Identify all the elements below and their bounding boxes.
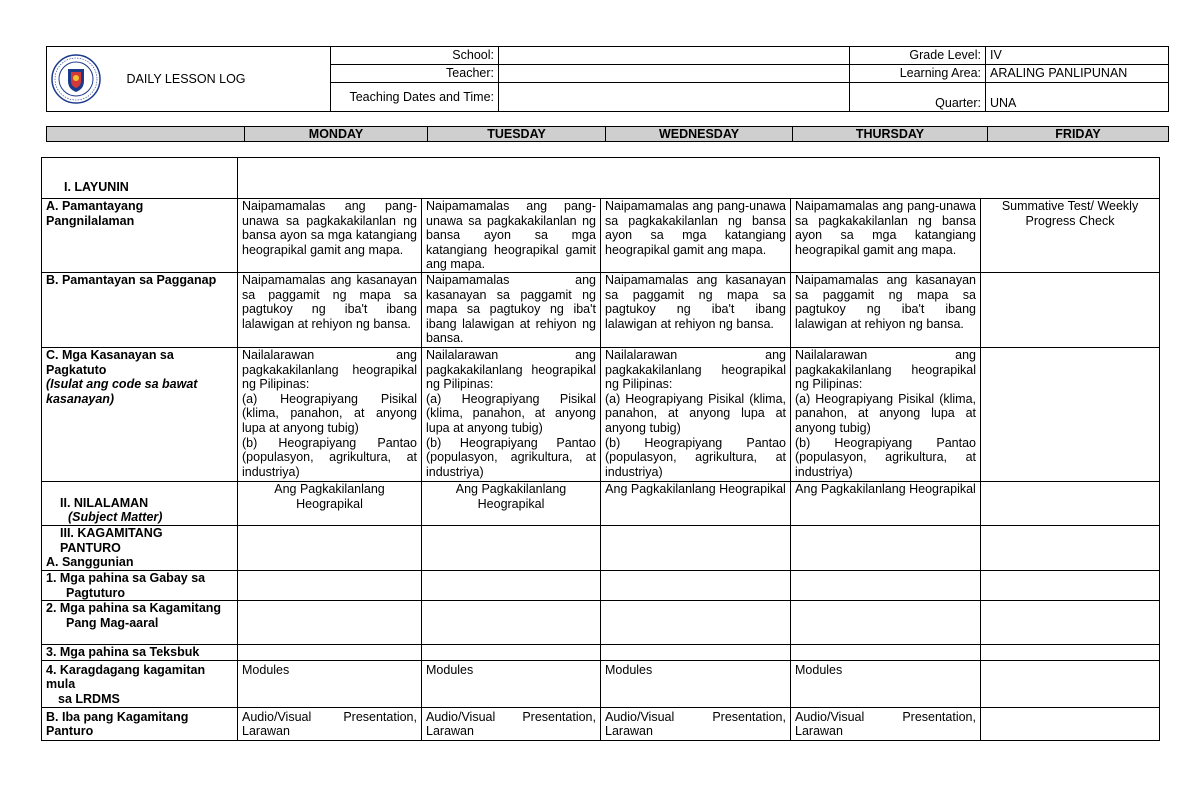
- label-pamantayan-pagganap: B. Pamantayan sa Pagganap: [42, 272, 238, 347]
- wed-av: Audio/Visual Presentation, Larawan: [601, 707, 791, 740]
- day-monday: MONDAY: [245, 127, 428, 142]
- document-title: DAILY LESSON LOG: [126, 71, 246, 86]
- thu-kasanayan: Nailalarawan ang pagkakakilanlang heograpikal ng Pilipinas: (a) Heograpiyang Pisikal (klima, panahon, at anyong lupa at anyong tubig) (b) Heograpiyang Pantao (populasyon, agrikultura, at industriya): [791, 347, 981, 481]
- table-row: [42, 707, 1160, 740]
- table-row: [42, 481, 1160, 525]
- tue-modules: Modules: [422, 660, 601, 707]
- label-pamantayang-pangnilalaman: A. Pamantayang Pangnilalaman: [42, 199, 238, 273]
- thu-nilalaman: Ang Pagkakilanlang Heograpikal: [791, 481, 981, 525]
- mon-pagganap: Naipamamalas ang kasanayan sa paggamit ng mapa sa pagtukoy ng iba't ibang lalawigan at rehiyon ng bansa.: [238, 272, 422, 347]
- label-kagamitan: III. KAGAMITANG PANTURO A. Sanggunian: [42, 525, 238, 570]
- section-layunin: I. LAYUNIN: [42, 158, 238, 199]
- label-iba-pang-kagamitan: B. Iba pang Kagamitang Panturo: [42, 707, 238, 740]
- thu-pamantayang: Naipamamalas ang pang-unawa sa pagkakakilanlan ng bansa ayon sa mga katangiang heograpikal gamit ang mapa.: [791, 199, 981, 273]
- wed-pagganap: Naipamamalas ang kasanayan sa paggamit ng mapa sa pagtukoy ng iba't ibang lalawigan at rehiyon ng bansa.: [601, 272, 791, 347]
- kasanayan-note: (Isulat ang code sa bawat kasanayan): [46, 377, 198, 406]
- table-row: [42, 272, 1160, 347]
- teaching-dates-field[interactable]: [499, 83, 850, 112]
- label-kasanayan: [42, 347, 238, 481]
- tue-kasanayan: Nailalarawan ang pagkakakilanlang heograpikal ng Pilipinas: (a) Heograpiyang Pisikal (klima, panahon, at anyong lupa at anyong tubig) (b) Heograpiyang Pantao (populasyon, agrikultura, at industriya): [422, 347, 601, 481]
- label-nilalaman: II. NILALAMAN (Subject Matter): [42, 481, 238, 525]
- tue-pagganap: Naipamamalas ang kasanayan sa paggamit ng mapa sa pagtukoy ng iba't ibang lalawigan at rehiyon ng bansa.: [422, 272, 601, 347]
- table-row: [42, 199, 1160, 273]
- quarter-field[interactable]: UNA: [986, 83, 1169, 112]
- table-row: [42, 570, 1160, 600]
- learning-area-field[interactable]: ARALING PANLIPUNAN: [986, 65, 1169, 83]
- fri-nilalaman: [981, 481, 1160, 525]
- mon-kasanayan: Nailalarawan ang pagkakakilanlang heograpikal ng Pilipinas: (a) Heograpiyang Pisikal (klima, panahon, at anyong lupa at anyong tubig) (b) Heograpiyang Pantao (populasyon, agrikultura, at industriya): [238, 347, 422, 481]
- grade-level-label: Grade Level:: [850, 47, 986, 65]
- thu-modules: Modules: [791, 660, 981, 707]
- teacher-field[interactable]: [499, 65, 850, 83]
- teaching-dates-label: Teaching Dates and Time:: [331, 83, 499, 112]
- label-kagamitang-mag-aaral: 2. Mga pahina sa Kagamitang Pang Mag-aaral: [42, 601, 238, 645]
- table-row: [42, 158, 1160, 199]
- layunin-blank: [238, 158, 1160, 199]
- days-table: [46, 126, 1169, 142]
- teacher-label: Teacher:: [331, 65, 499, 83]
- day-wednesday: WEDNESDAY: [606, 127, 793, 142]
- tue-pamantayang: Naipamamalas ang pang-unawa sa pagkakakilanlan ng bansa ayon sa mga katangiang heograpikal gamit ang mapa.: [422, 199, 601, 273]
- tue-av: Audio/Visual Presentation, Larawan: [422, 707, 601, 740]
- label-gabay: 1. Mga pahina sa Gabay sa Pagtuturo: [42, 570, 238, 600]
- tue-nilalaman: Ang Pagkakilanlang Heograpikal: [422, 481, 601, 525]
- label-lrdms: 4. Karagdagang kagamitan mula sa LRDMS: [42, 660, 238, 707]
- quarter-label: Quarter:: [850, 83, 986, 112]
- label-teksbuk: 3. Mga pahina sa Teksbuk: [42, 645, 238, 661]
- day-tuesday: TUESDAY: [428, 127, 606, 142]
- mon-av: Audio/Visual Presentation, Larawan: [238, 707, 422, 740]
- day-thursday: THURSDAY: [793, 127, 988, 142]
- logo-title-cell: [47, 47, 331, 112]
- kasanayan-title: C. Mga Kasanayan sa Pagkatuto: [46, 347, 174, 377]
- deped-seal-logo: [51, 54, 101, 104]
- fri-kasanayan: [981, 347, 1160, 481]
- table-row: [42, 601, 1160, 645]
- wed-pamantayang: Naipamamalas ang pang-unawa sa pagkakakilanlan ng bansa ayon sa mga katangiang heograpikal gamit ang mapa.: [601, 199, 791, 273]
- thu-av: Audio/Visual Presentation, Larawan: [791, 707, 981, 740]
- table-row: [42, 347, 1160, 481]
- mon-modules: Modules: [238, 660, 422, 707]
- fri-summative-test: Summative Test/ Weekly Progress Check: [981, 199, 1160, 273]
- lesson-log-table: [41, 157, 1160, 741]
- day-friday: FRIDAY: [988, 127, 1169, 142]
- header-table: [46, 46, 1169, 112]
- table-row: [42, 660, 1160, 707]
- school-label: School:: [331, 47, 499, 65]
- wed-kasanayan: Nailalarawan ang pagkakakilanlang heograpikal ng Pilipinas: (a) Heograpiyang Pisikal (klima, panahon, at anyong lupa at anyong tubig) (b) Heograpiyang Pantao (populasyon, agrikultura, at industriya): [601, 347, 791, 481]
- days-empty-cell: [47, 127, 245, 142]
- table-row: [42, 525, 1160, 570]
- learning-area-label: Learning Area:: [850, 65, 986, 83]
- wed-nilalaman: Ang Pagkakilanlang Heograpikal: [601, 481, 791, 525]
- mon-pamantayang: Naipamamalas ang pang-unawa sa pagkakakilanlan ng bansa ayon sa mga katangiang heograpikal gamit ang mapa.: [238, 199, 422, 273]
- wed-modules: Modules: [601, 660, 791, 707]
- school-field[interactable]: [499, 47, 850, 65]
- grade-level-field[interactable]: IV: [986, 47, 1169, 65]
- mon-nilalaman: Ang Pagkakilanlang Heograpikal: [238, 481, 422, 525]
- fri-pagganap: [981, 272, 1160, 347]
- thu-pagganap: Naipamamalas ang kasanayan sa paggamit ng mapa sa pagtukoy ng iba't ibang lalawigan at rehiyon ng bansa.: [791, 272, 981, 347]
- table-row: [42, 645, 1160, 661]
